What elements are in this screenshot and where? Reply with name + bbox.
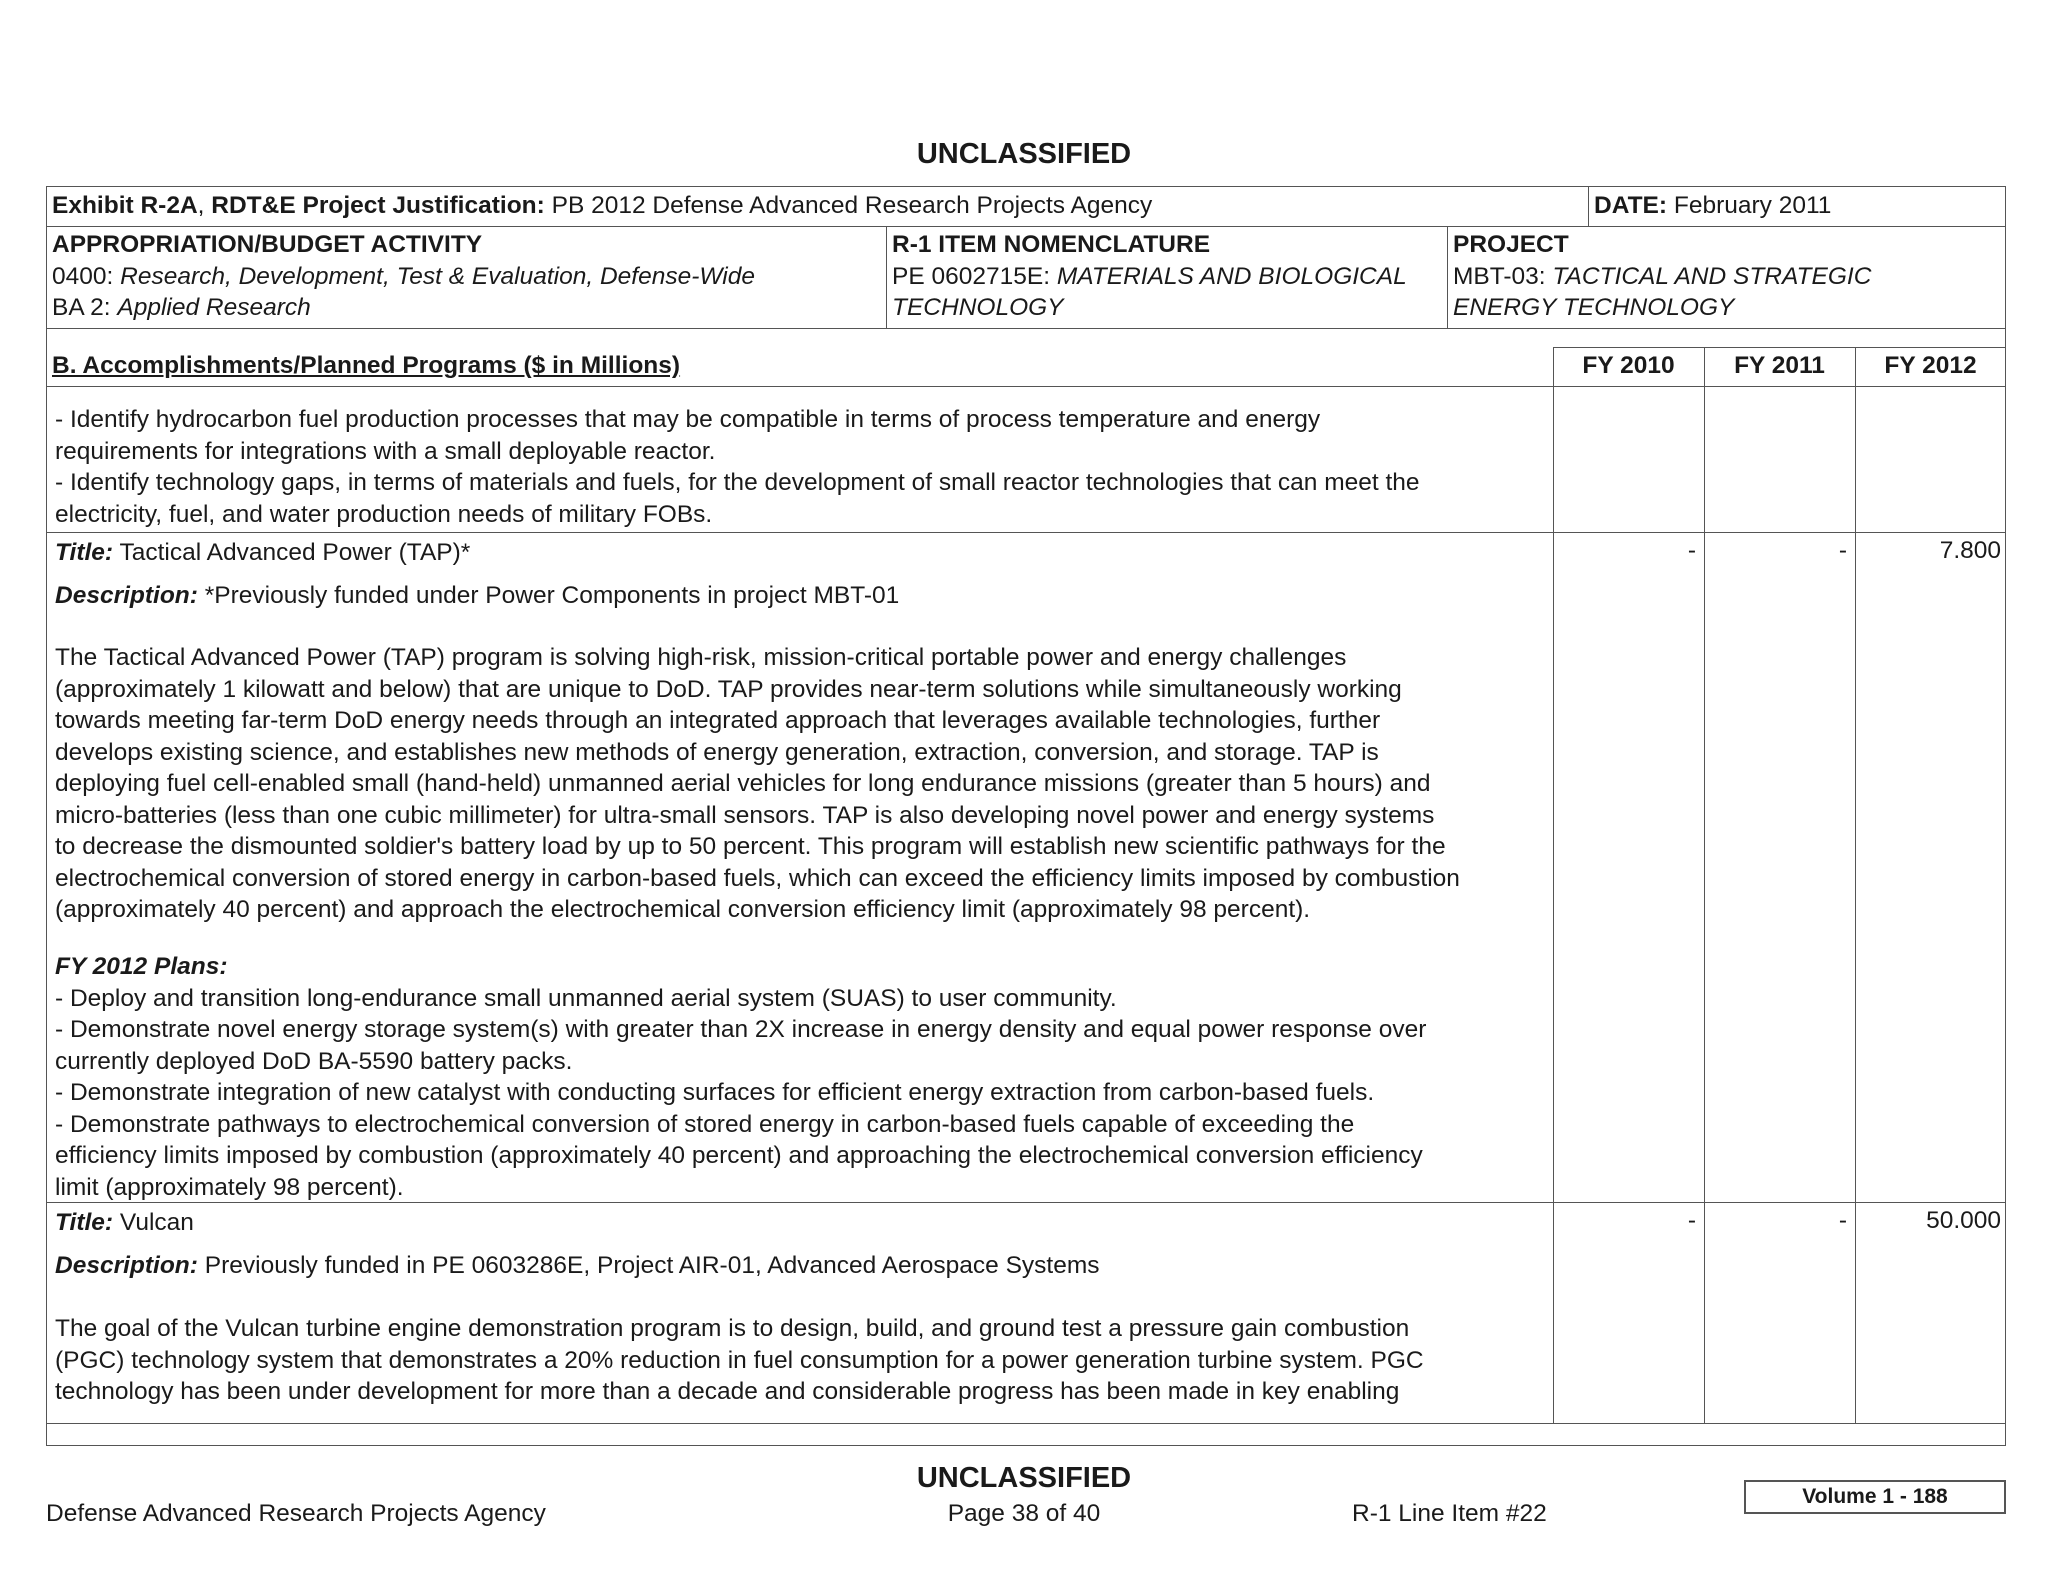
r1-item-cell: R-1 ITEM NOMENCLATURE PE 0602715E: MATERIALS AND BIOLOGICAL TECHNOLOGY <box>892 231 1407 321</box>
fy2011-header: FY 2011 <box>1734 352 1825 379</box>
program-body: The Tactical Advanced Power (TAP) program is solving high-risk, mission-critical portable power and energy challenges (approximately 1 kilowatt and below) that are unique to DoD. TAP provides near-term solutions while simultaneously working towards meeting far-term DoD energy needs through an integrated approach that leverages available technologies, further develops existing science, and establishes new methods of energy generation, extraction, conversion, and storage. TAP is deploying fuel cell-enabled small (hand-held) unmanned aerial vehicles for long endurance missions (greater than 5 hours) and micro-batteries (less than one cubic millimeter) for ultra-small sensors. TAP is also developing novel power and energy systems to decrease the dismounted soldier's battery load by up to 50 percent. This program will establish new scientific pathways for the electrochemical conversion of stored energy in carbon-based fuels, which can exceed the efficiency limits imposed by combustion (approximately 40 percent) and approach the electrochemical conversion efficiency limit (approximately 98 percent). <box>55 644 1460 923</box>
appropriation-cell: APPROPRIATION/BUDGET ACTIVITY 0400: Research, Development, Test & Evaluation, Defense-Wide BA 2: Applied Research <box>52 231 755 321</box>
fy2010-value: - <box>1687 1207 1696 1234</box>
program-description: Description: Previously funded in PE 0603286E, Project AIR-01, Advanced Aerospace Systems <box>55 1252 1100 1279</box>
fy2011-value: - <box>1838 1207 1847 1234</box>
footer-line-item: R-1 Line Item #22 <box>1352 1500 1547 1527</box>
section-title: B. Accomplishments/Planned Programs ($ in Millions) <box>52 352 681 379</box>
classification-bottom: UNCLASSIFIED <box>916 1462 1132 1494</box>
fy2010-header: FY 2010 <box>1582 352 1675 379</box>
fy2010-value: - <box>1687 537 1696 564</box>
footer-agency: Defense Advanced Research Projects Agency <box>46 1500 546 1527</box>
fy2012-value: 50.000 <box>1926 1207 2001 1234</box>
program-description: Description: *Previously funded under Power Components in project MBT-01 <box>55 582 900 609</box>
program-title: Title: Tactical Advanced Power (TAP)* <box>55 539 471 566</box>
exhibit-date: DATE: February 2011 <box>1594 192 1832 219</box>
volume-badge: Volume 1 - 188 <box>1744 1480 2006 1514</box>
classification-top: UNCLASSIFIED <box>916 138 1132 170</box>
exhibit-title: Exhibit R-2A, RDT&E Project Justification: PB 2012 Defense Advanced Research Projects Agency <box>52 192 1153 219</box>
program-plans: FY 2012 Plans: - Deploy and transition long-endurance small unmanned aerial system (SUAS) to user community. - Demonstrate novel energy storage system(s) with greater than 2X increase in energy density and equal power response over currently deployed DoD BA-5590 battery packs. - Demonstrate integration of new catalyst with conducting surfaces for efficient energy extraction from carbon-based fuels. - Demonstrate pathways to electrochemical conversion of stored energy in carbon-based fuels capable of exceeding the efficiency limits imposed by combustion (approximately 40 percent) and approaching the electrochemical conversion efficiency limit (approximately 98 percent). <box>55 953 1427 1201</box>
program-body: The goal of the Vulcan turbine engine demonstration program is to design, build, and ground test a pressure gain combustion (PGC) technology system that demonstrates a 20% reduction in fuel consumption for a power generation turbine system. PGC technology has been under development for more than a decade and considerable progress has been made in key enabling <box>55 1315 1424 1405</box>
fy2011-value: - <box>1838 537 1847 564</box>
fy2012-value: 7.800 <box>1939 537 2001 564</box>
program-title: Title: Vulcan <box>55 1209 194 1236</box>
fy2012-header: FY 2012 <box>1884 352 1977 379</box>
project-cell: PROJECT MBT-03: TACTICAL AND STRATEGIC ENERGY TECHNOLOGY <box>1453 231 1872 321</box>
continued-block: - Identify hydrocarbon fuel production processes that may be compatible in terms of process temperature and energy requirements for integrations with a small deployable reactor. - Identify technology gaps, in terms of materials and fuels, for the development of small reactor technologies that can meet the electricity, fuel, and water production needs of military FOBs. <box>55 406 1420 528</box>
footer-page: Page 38 of 40 <box>947 1500 1101 1527</box>
